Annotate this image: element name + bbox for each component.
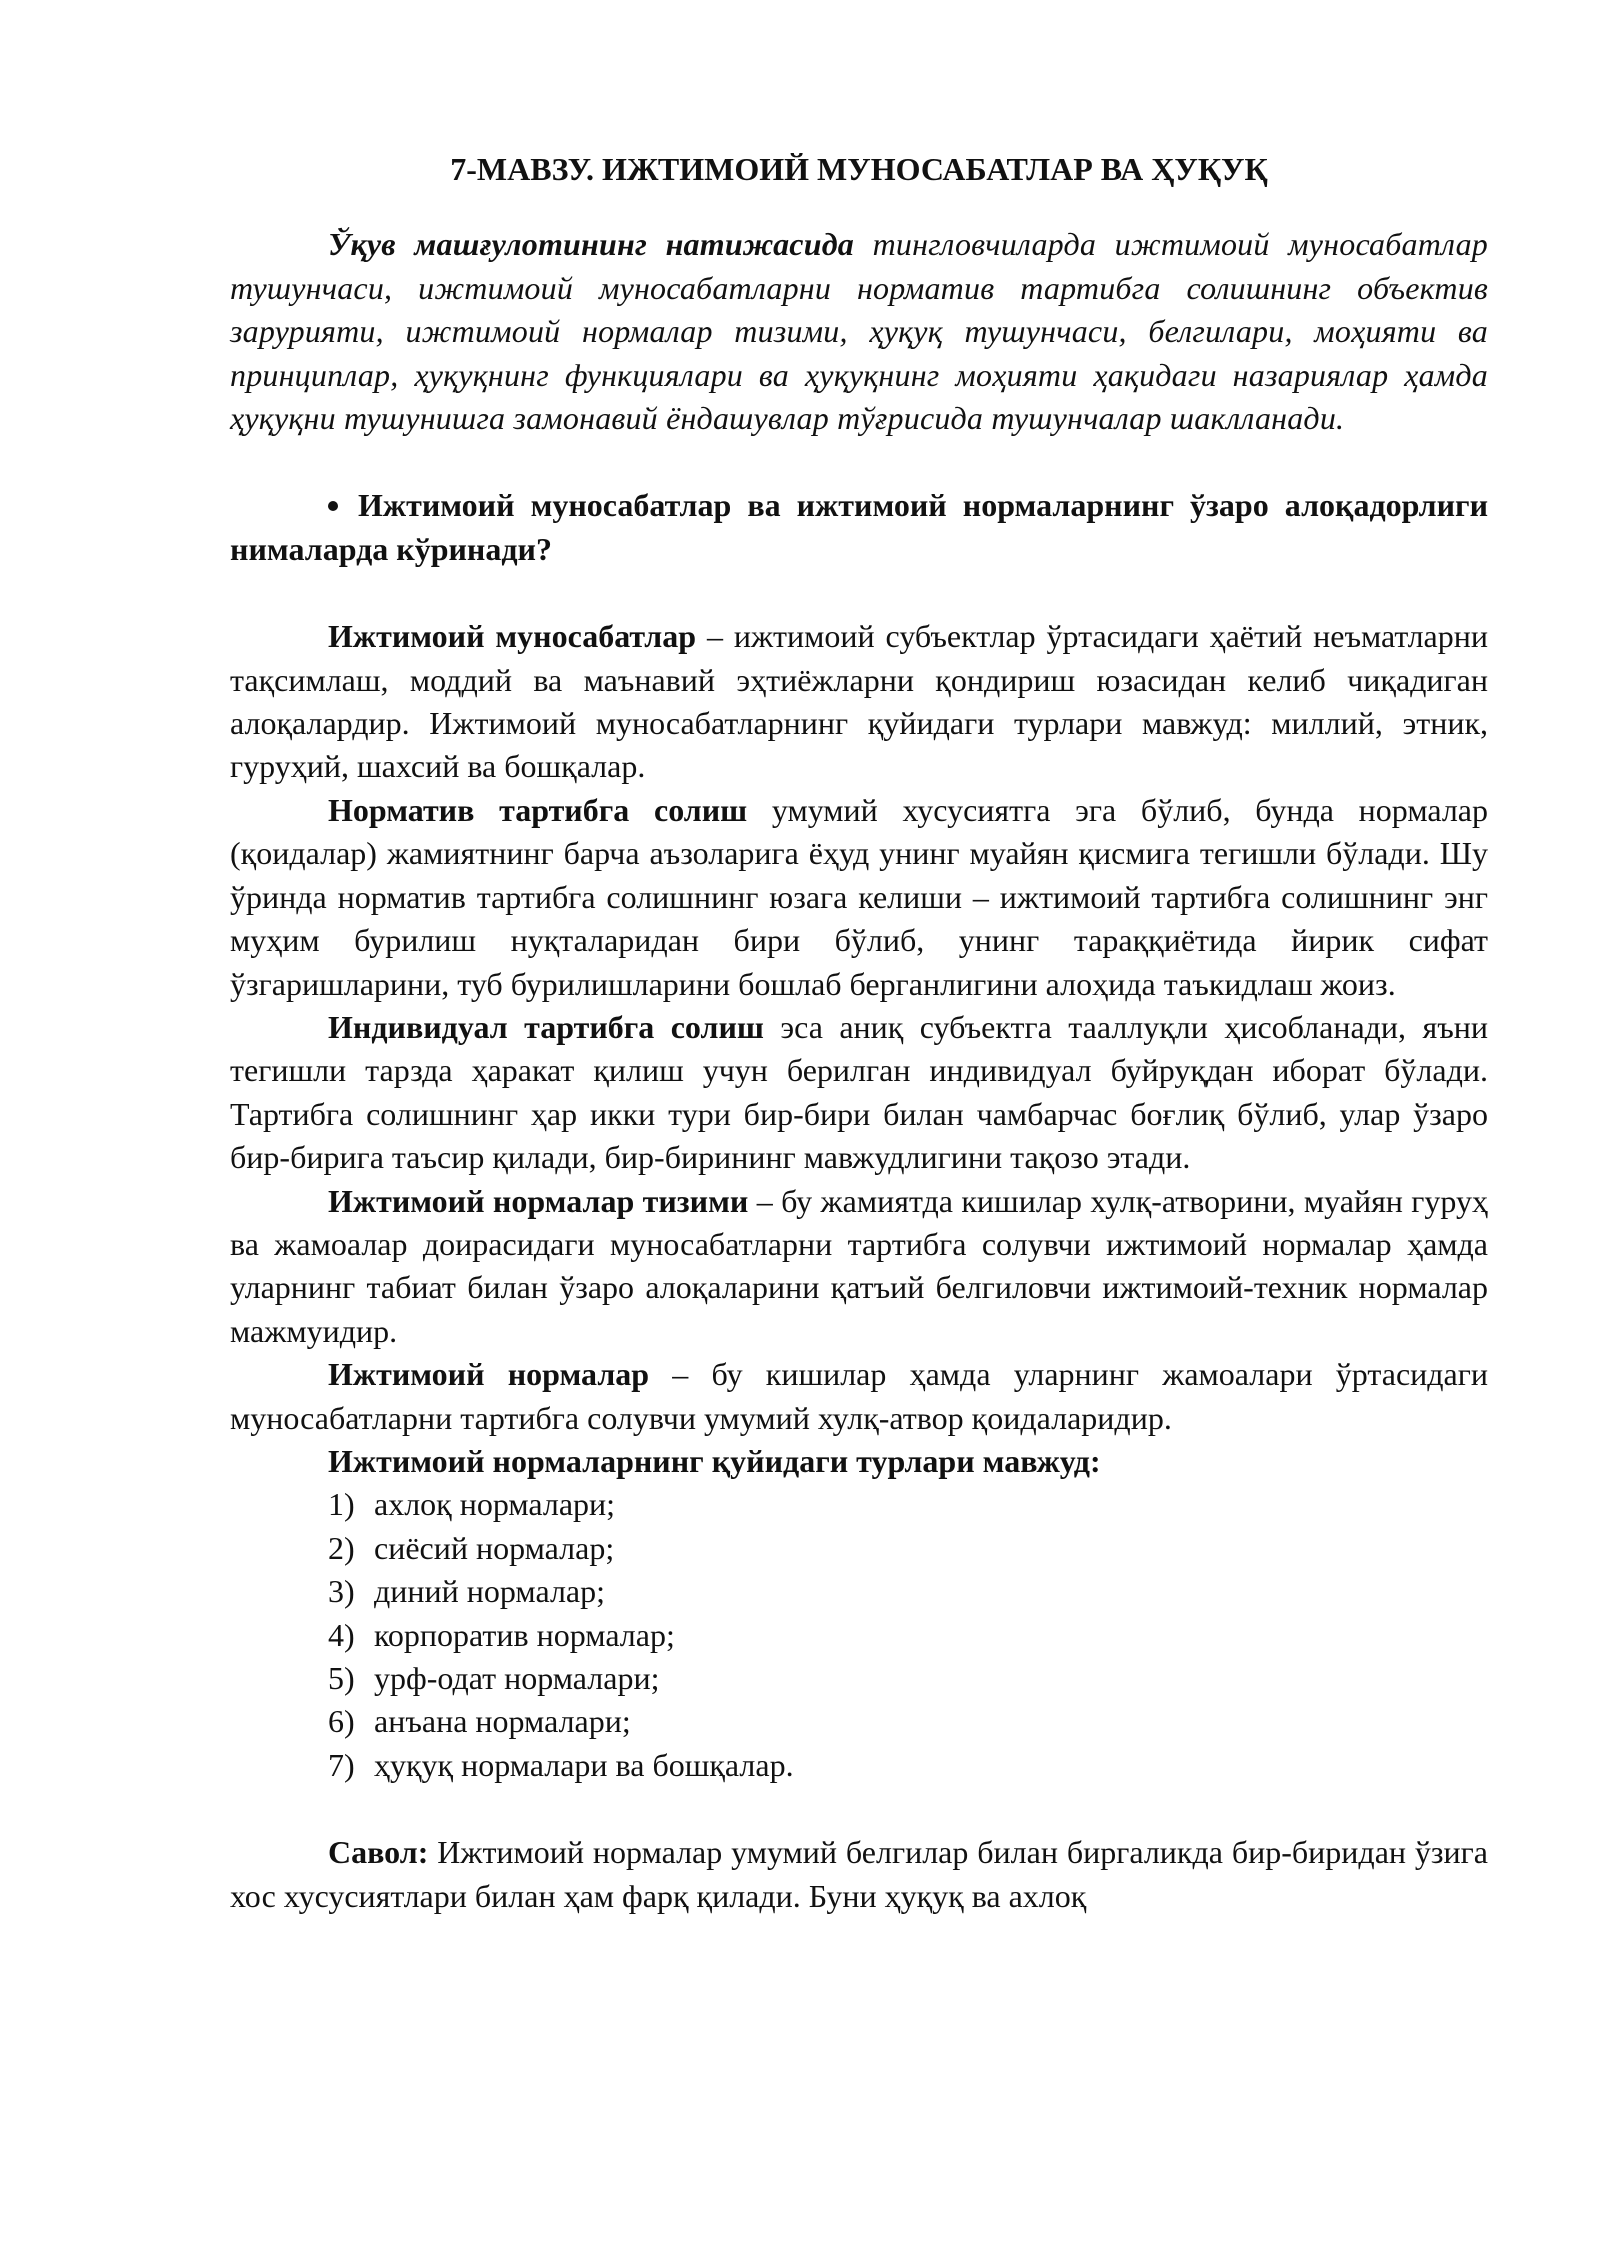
list-item-label: урф-одат нормалари; xyxy=(374,1660,660,1696)
definition-paragraph xyxy=(230,615,1488,789)
list-item xyxy=(328,1700,1488,1743)
question-label: Савол: xyxy=(328,1834,429,1871)
list-item-number: 2) xyxy=(328,1529,355,1566)
list-item xyxy=(328,1614,1488,1657)
list-item-number: 6) xyxy=(328,1703,355,1740)
bullet-icon xyxy=(328,501,338,511)
definition-term: Норматив тартибга солиш xyxy=(328,791,748,828)
definition-term: Ижтимоий муносабатлар xyxy=(328,618,697,655)
list-item xyxy=(328,1744,1488,1787)
list-item-label: диний нормалар; xyxy=(374,1573,605,1610)
definition-paragraph xyxy=(230,1006,1488,1180)
list-item-label: ахлоқ нормалари; xyxy=(374,1486,616,1523)
list-item-number: 7) xyxy=(328,1746,355,1783)
list-item-number: 5) xyxy=(328,1660,355,1696)
list-item-number: 1) xyxy=(328,1486,355,1523)
list-item xyxy=(328,1570,1488,1613)
page-title: 7-МАВЗУ. ИЖТИМОИЙ МУНОСАБАТЛАР ВА ҲУҚУҚ xyxy=(450,151,1268,187)
question-text: Ижтимоий муносабатлар ва ижтимоий нормаларнинг ўзаро алоқадорлиги нималарда кўринади? xyxy=(230,487,1488,567)
definition-text: – ижтимоий субъектлар ўртасидаги ҳаётий неъматларни тақсимлаш, моддий ва маънавий эҳтиёжларни қондириш юзасидан келиб чиқадиган алоқалардир. Ижтимоий муносабатларнинг қуйидаги турлари мавжуд: миллий, этник, гуруҳий, шахсий ва бошқалар. xyxy=(230,618,1489,785)
list-item xyxy=(328,1657,1488,1700)
definition-paragraph xyxy=(230,789,1488,1006)
definition-paragraph xyxy=(230,1353,1488,1440)
types-heading: Ижтимоий нормаларнинг қуйидаги турлари мавжуд: xyxy=(328,1442,1101,1479)
document-page xyxy=(230,148,1488,1918)
list-item-label: корпоратив нормалар; xyxy=(374,1616,675,1653)
intro-paragraph xyxy=(230,223,1488,440)
intro-text: тингловчиларда ижтимоий муносабатлар тушунчаси, ижтимоий муносабатларни норматив тартибга солишнинг объектив зарурияти, ижтимоий нормалар тизими, ҳуқуқ тушунчаси, белгилари, моҳияти ва принциплар, ҳуқуқнинг функциялари ва ҳуқуқнинг моҳияти ҳақидаги назариялар ҳамда ҳуқуқни тушунишга замонавий ёндашувлар тўғрисида тушунчалар шаклланади. xyxy=(230,226,1488,437)
list-item-number: 4) xyxy=(328,1616,355,1653)
definition-text: эса аниқ субъектга тааллуқли ҳисобланади, яъни тегишли тарзда ҳаракат қилиш учун берилган индивидуал буйруқдан иборат бўлади. Тартибга солишнинг ҳар икки тури бир-бири билан чамбарчас боғлиқ бўлиб, улар ўзаро бир-бирига таъсир қилади, бир-бирининг мавжудлигини тақозо этади. xyxy=(230,1008,1489,1176)
list-item-label: анъана нормалари; xyxy=(374,1703,631,1740)
definition-text: – бу кишилар ҳамда уларнинг жамоалари ўртасидаги муносабатларни тартибга солувчи умумий хулқ-атвор қоидаларидир. xyxy=(230,1356,1489,1436)
list-item-number: 3) xyxy=(328,1573,355,1610)
list-item-label: сиёсий нормалар; xyxy=(374,1529,615,1566)
definition-text: умумий хусусиятга эга бўлиб, бунда нормалар (қоидалар) жамиятнинг барча аъзоларига ёҳуд унинг муайян қисмига тегишли бўлади. Шу ўринда норматив тартибга солишнинг юзага келиши – ижтимоий тартибга солишнинг энг муҳим бурилиш нуқталаридан бири бўлиб, унинг тараққиётида йирик сифат ўзгаришларини, туб бурилишларини бошлаб берганлигини алоҳида таъкидлаш жоиз. xyxy=(230,791,1489,1002)
norm-types-list xyxy=(230,1483,1488,1787)
question-paragraph xyxy=(230,1831,1488,1918)
definition-text: – бу жамиятда кишилар хулқ-атворини, муайян гуруҳ ва жамоалар доирасидаги муносабатларни тартибга солувчи ижтимоий нормалар ҳамда уларнинг табиат билан ўзаро алоқаларини қатъий белгиловчи ижтимоий-техник нормалар мажмуидир. xyxy=(230,1182,1489,1349)
definition-term: Ижтимоий нормалар тизими xyxy=(328,1182,749,1219)
definition-term: Индивидуал тартибга солиш xyxy=(328,1008,764,1045)
definition-term: Ижтимоий нормалар xyxy=(328,1356,650,1393)
section-question xyxy=(230,484,1488,571)
list-item xyxy=(328,1527,1488,1570)
question-body: Ижтимоий нормалар умумий белгилар билан биргаликда бир-биридан ўзига хос хусусиятлари билан ҳам фарқ қилади. Буни ҳуқуқ ва ахлоқ xyxy=(230,1834,1488,1914)
list-item xyxy=(328,1483,1488,1526)
list-item-label: ҳуқуқ нормалари ва бошқалар. xyxy=(374,1746,794,1783)
definition-paragraph xyxy=(230,1180,1488,1354)
intro-lead: Ўқув машғулотининг натижасида xyxy=(328,226,854,263)
